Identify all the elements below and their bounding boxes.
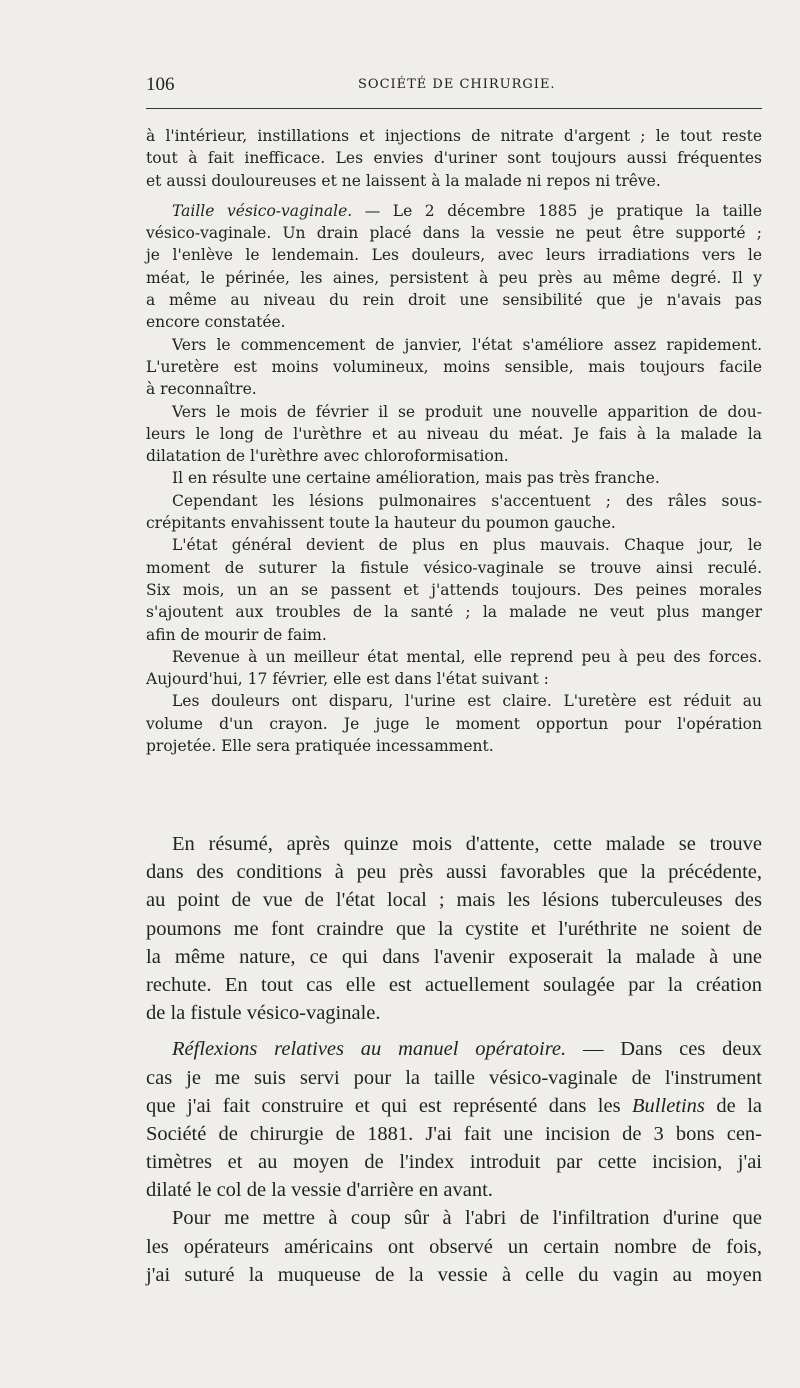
header-rule xyxy=(146,108,762,109)
text-line: Six mois, un an se passent et j'attends toujours. Des peines morales xyxy=(146,580,762,599)
text-line: les opérateurs américains ont observé un certain nombre de fois, xyxy=(146,1235,762,1258)
text-line: leurs le long de l'urèthre et au niveau du méat. Je fais à la malade la xyxy=(146,424,762,443)
text-line: s'ajoutent aux troubles de la santé ; la malade ne veut plus manger xyxy=(146,603,762,622)
text-line: Cependant les lésions pulmonaires s'accentuent ; des râles sous- xyxy=(172,491,762,510)
section-title: Taille vésico-vaginale. xyxy=(172,201,353,220)
paragraph-10 xyxy=(146,830,762,1027)
paragraph-8 xyxy=(146,646,762,691)
text-line xyxy=(146,1092,762,1120)
text-line: L'uretère est moins volumineux, moins sensible, mais toujours facile xyxy=(146,357,762,376)
text-line: a même au niveau du rein droit une sensibilité que je n'avais pas xyxy=(146,291,762,310)
text-line: projetée. Elle sera pratiquée incessamment. xyxy=(146,737,494,756)
text-line: L'état général devient de plus en plus mauvais. Chaque jour, le xyxy=(172,536,762,555)
paragraph-4 xyxy=(146,401,762,468)
paragraph-7 xyxy=(146,534,762,645)
text-line xyxy=(146,1035,762,1063)
text-line: dans des conditions à peu près aussi favorables que la précédente, xyxy=(146,861,762,884)
text-line: je l'enlève le lendemain. Les douleurs, avec leurs irradiations vers le xyxy=(146,246,762,265)
text-line: En résumé, après quinze mois d'attente, cette malade se trouve xyxy=(172,833,762,855)
text-line: Les douleurs ont disparu, l'urine est claire. L'uretère est réduit au xyxy=(172,692,762,711)
text-line: la même nature, ce qui dans l'avenir exposerait la malade à une xyxy=(146,945,762,968)
text-line: à reconnaître. xyxy=(146,380,257,399)
text-line: volume d'un crayon. Je juge le moment opportun pour l'opération xyxy=(146,714,762,733)
text-line: méat, le périnée, les aines, persistent à peu près au même degré. Il y xyxy=(146,268,762,287)
text-line xyxy=(146,200,762,222)
text-line: au point de vue de l'état local ; mais les lésions tuberculeuses des xyxy=(146,889,762,912)
paragraph-3 xyxy=(146,334,762,401)
text-line: timètres et au moyen de l'index introduit par cette incision, j'ai xyxy=(146,1151,762,1174)
text-line: poumons me font craindre que la cystite et l'uréthrite ne soient de xyxy=(146,917,762,940)
running-title: SOCIÉTÉ DE CHIRURGIE. xyxy=(358,77,556,92)
paragraph-6 xyxy=(146,490,762,535)
text-span: — Dans ces deux xyxy=(566,1038,762,1061)
text-line: Aujourd'hui, 17 février, elle est dans l'état suivant : xyxy=(146,670,549,689)
body-text-small xyxy=(146,125,762,757)
text-line: j'ai suturé la muqueuse de la vessie à celle du vagin au moyen xyxy=(146,1263,762,1286)
text-line: dilaté le col de la vessie d'arrière en avant. xyxy=(146,1179,493,1202)
text-line: crépitants envahissent toute la hauteur du poumon gauche. xyxy=(146,514,616,533)
text-line: vésico-vaginale. Un drain placé dans la vessie ne peut être supporté ; xyxy=(146,224,762,243)
text-line: Pour me mettre à coup sûr à l'abri de l'infiltration d'urine que xyxy=(172,1207,762,1230)
text-line: tout à fait inefficace. Les envies d'uriner sont toujours aussi fréquentes xyxy=(146,149,762,168)
text-span: — Le 2 décembre 1885 je pratique la taille xyxy=(352,201,762,220)
section-title: Réflexions relatives au manuel opératoire. xyxy=(172,1038,567,1061)
paragraph-9 xyxy=(146,690,762,757)
paragraph-12 xyxy=(146,1204,762,1289)
text-line: Revenue à un meilleur état mental, elle reprend peu à peu des forces. xyxy=(172,647,762,666)
text-line: cas je me suis servi pour la taille vésico-vaginale de l'instrument xyxy=(146,1066,762,1089)
paragraph-5 xyxy=(146,467,762,489)
text-line: Vers le mois de février il se produit une nouvelle apparition de dou- xyxy=(172,402,762,421)
body-text-large xyxy=(146,830,762,1289)
text-line: encore constatée. xyxy=(146,313,286,332)
text-line: afin de mourir de faim. xyxy=(146,625,327,644)
text-line: Société de chirurgie de 1881. J'ai fait une incision de 3 bons cen- xyxy=(146,1122,762,1145)
page-header xyxy=(146,74,762,102)
text-line: dilatation de l'urèthre avec chloroformisation. xyxy=(146,447,509,466)
text-span: de la xyxy=(704,1094,762,1117)
text-line: à l'intérieur, instillations et injections de nitrate d'argent ; le tout reste xyxy=(146,127,762,145)
text-line: rechute. En tout cas elle est actuellement soulagée par la création xyxy=(146,973,762,996)
text-line: moment de suturer la fistule vésico-vaginale se trouve ainsi reculé. xyxy=(146,558,762,577)
paragraph-2 xyxy=(146,200,762,334)
paragraph-11 xyxy=(146,1035,762,1204)
text-line: de la fistule vésico-vaginale. xyxy=(146,1002,381,1025)
paragraph-1 xyxy=(146,125,762,192)
italic-span: Bulletins xyxy=(632,1094,705,1117)
text-line: Vers le commencement de janvier, l'état s'améliore assez rapidement. xyxy=(172,335,762,354)
text-line: Il en résulte une certaine amélioration, mais pas très franche. xyxy=(172,469,660,488)
page-number: 106 xyxy=(146,74,175,95)
text-line: et aussi douloureuses et ne laissent à la malade ni repos ni trêve. xyxy=(146,171,661,190)
text-span: que j'ai fait construire et qui est représenté dans les xyxy=(146,1094,633,1117)
